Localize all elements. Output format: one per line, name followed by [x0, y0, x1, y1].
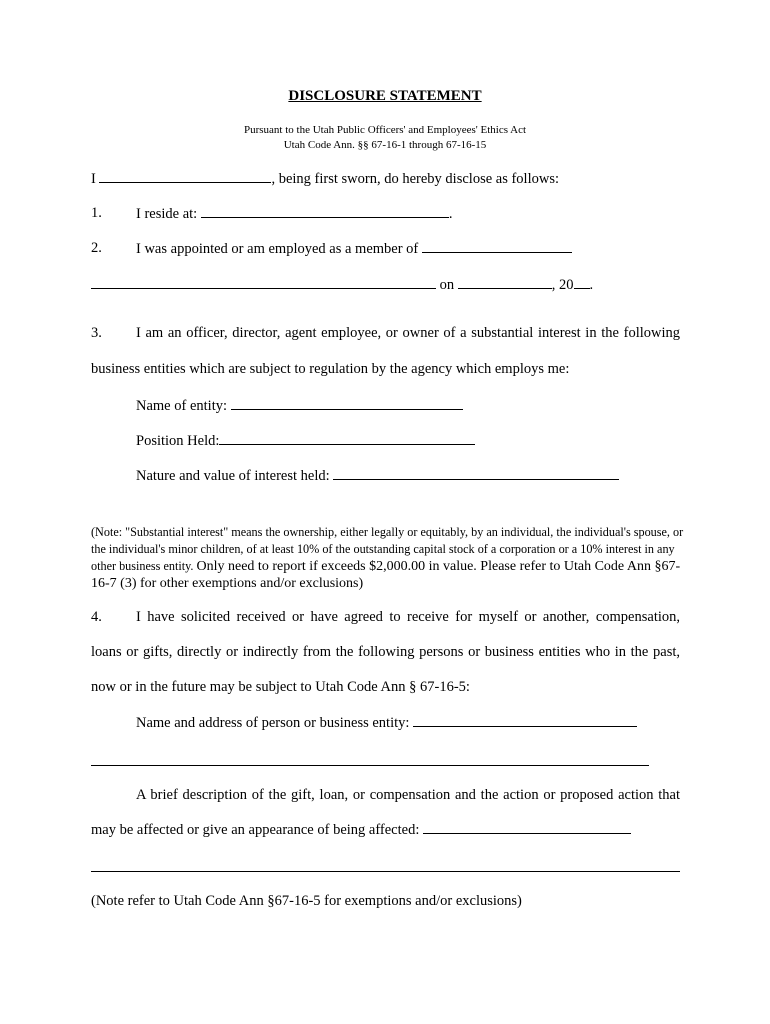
document-subtitle-code: Utah Code Ann. §§ 67-16-1 through 67-16-15 — [283, 139, 487, 151]
entity-name-blank[interactable] — [231, 397, 463, 410]
interest-label: Nature and value of interest held: — [136, 468, 330, 484]
item4-line3: now or in the future may be subject to Utah Code Ann § 67-16-5: — [91, 679, 470, 695]
item1-end: . — [448, 206, 453, 222]
intro-prefix: I — [91, 171, 96, 187]
description-line1: A brief description of the gift, loan, or compensation and the action or proposed action that — [136, 787, 680, 803]
intro-line — [91, 170, 559, 188]
item2-year-prefix: , 20 — [551, 277, 574, 293]
interest-blank[interactable] — [333, 467, 619, 480]
item4-number: 4. — [91, 609, 102, 625]
note1-part1: (Note: "Substantial interest" means the ownership, either legally or equitably, by an individual, the individual's spouse, or the individual's minor children, of at least 10% of the outstanding capital stock of a corporation or a 10% interest in any other business entity. — [91, 525, 684, 573]
agency-continued-blank[interactable] — [91, 276, 436, 289]
item4-line1: I have solicited received or have agreed to receive for myself or another, compensation, — [136, 609, 680, 625]
item3-line2: business entities which are subject to regulation by the agency which employs me: — [91, 361, 570, 377]
description-line2-row — [91, 821, 631, 839]
exemptions-note: (Note refer to Utah Code Ann §67-16-5 for exemptions and/or exclusions) — [91, 893, 522, 909]
substantial-interest-note — [91, 524, 691, 592]
item2-number: 2. — [91, 240, 102, 256]
position-held-blank[interactable] — [219, 432, 475, 445]
name-blank[interactable] — [99, 170, 271, 183]
affected-action-blank[interactable] — [423, 821, 631, 834]
item3-line1: I am an officer, director, agent employee, or owner of a substantial interest in the following — [136, 325, 680, 341]
year-blank[interactable] — [574, 276, 590, 289]
document-subtitle-act: Pursuant to the Utah Public Officers' and Employees' Ethics Act — [243, 124, 527, 136]
item4-line2: loans or gifts, directly or indirectly from the following persons or business entities who in the past, — [91, 644, 680, 660]
intro-suffix: , being first sworn, do hereby disclose as follows: — [271, 171, 560, 187]
agency-blank[interactable] — [422, 240, 572, 253]
position-held-label: Position Held: — [136, 433, 220, 449]
name-address-label: Name and address of person or business entity: — [136, 715, 410, 731]
residence-blank[interactable] — [201, 205, 449, 218]
item2-text: I was appointed or am employed as a member of — [136, 241, 419, 257]
description-line2: may be affected or give an appearance of being affected: — [91, 822, 420, 838]
name-address-row — [136, 714, 637, 732]
item2-end: . — [589, 277, 594, 293]
note1-part2: Only need to report if exceeds $2,000.00 in value. Please refer to Utah Code Ann §67-16-7 (3) for other exemptions and/or exclusions) — [91, 559, 681, 591]
date-blank[interactable] — [458, 276, 552, 289]
item1-number: 1. — [91, 205, 102, 221]
interest-row — [136, 467, 619, 485]
entity-name-row — [136, 397, 463, 415]
item2-line — [136, 240, 572, 258]
name-address-continued-blank[interactable] — [91, 765, 649, 766]
item1-line — [136, 205, 452, 223]
name-address-blank[interactable] — [413, 714, 637, 727]
item2-on: on — [439, 277, 455, 293]
description-continued-blank[interactable] — [91, 871, 680, 872]
item1-text: I reside at: — [136, 206, 198, 222]
entity-name-label: Name of entity: — [136, 398, 228, 414]
document-title: DISCLOSURE STATEMENT — [288, 88, 482, 104]
item2-continued-line — [91, 276, 593, 294]
position-held-row — [136, 432, 475, 450]
item3-number: 3. — [91, 325, 102, 341]
